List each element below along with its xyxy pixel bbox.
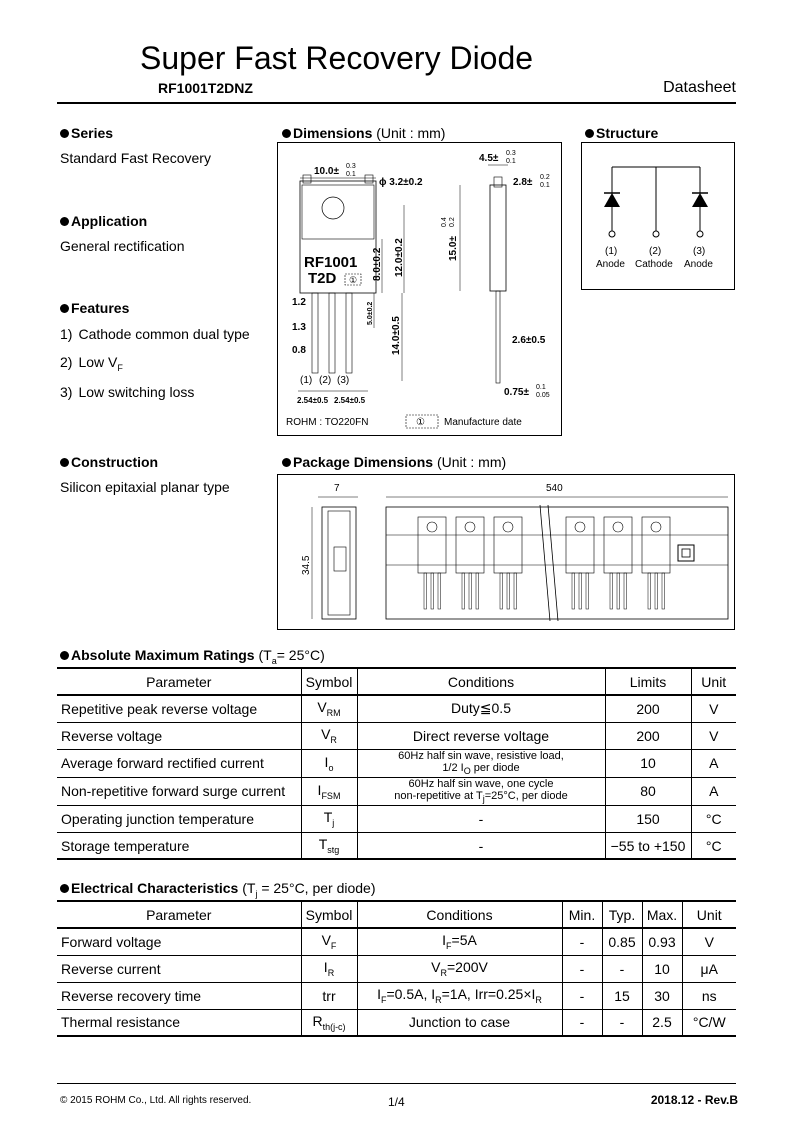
application-heading: Application [60,213,147,229]
dim-tab: 2.8± [513,177,533,188]
bullet-icon [60,217,69,226]
dim-tube-length: 540 [546,483,563,494]
table-row: Repetitive peak reverse voltage $V_{RM}$ Duty≦0.5 200 V [57,695,736,722]
dim-thick-tol-bot: 0.1 [506,158,516,165]
table-header-row: Parameter Symbol Conditions Min. Typ. Max. Unit [57,901,736,928]
packaged-diode [642,517,670,573]
feature-item: 1) Cathode common dual type [60,326,250,342]
table-row: Reverse current $I_R$ $V_R=200V$ - - 10 μA [57,955,736,982]
packaged-diode [566,517,594,573]
dim-h5: 5.0±0.2 [367,301,374,325]
dim-hole: ϕ 3.2±0.2 [379,177,423,188]
bullet-icon [585,129,594,138]
col-parameter: Parameter [57,668,301,695]
abs-max-heading: Absolute Maximum Ratings $(T_a= 25^\circ C)$ [60,647,325,666]
dim-lead-13: 1.3 [292,322,306,333]
feature-item: 3) Low switching loss [60,384,195,400]
diode-2-icon [692,193,708,207]
table-row: Thermal resistance $R_{th(j-c)}$ Junction to case - - 2.5 °C/W [57,1009,736,1036]
dim-pitch2: 2.54±0.5 [334,396,366,405]
dim-lead-12: 1.2 [292,297,306,308]
dim-width-tol-bot: 0.1 [346,171,356,178]
dim-h15-tol-top: 0.4 [441,217,448,227]
to220fn-outline-drawing [278,143,561,435]
legend-text: Manufacture date [444,417,522,428]
dim-thick-tol-top: 0.3 [506,150,516,157]
table-row: Storage temperature $T_{stg}$ - −55 to +150 °C [57,832,736,859]
page-number: 1/4 [388,1095,405,1109]
structure-heading: Structure [585,125,658,141]
revision: 2018.12 - Rev.B [650,1093,738,1107]
legend-box-symbol: ① [416,417,425,428]
series-heading: Series [60,125,113,141]
construction-heading: Construction [60,454,158,470]
dim-h14: 14.0±0.5 [391,316,402,355]
marking-line2: T2D [308,270,337,287]
table-row: Average forward rectified current $I_o$ 60Hz half sin wave, resistive load, 1/2 $I_O$ per diode 10 A [57,749,736,777]
col-limits: Limits [605,668,691,695]
struct-pin3-num: (3) [693,246,706,257]
elec-heading: Electrical Characteristics ($T_j = 25^\circ C$, per diode) [60,880,376,899]
struct-pin1-num: (1) [605,246,618,257]
bullet-icon [60,458,69,467]
pin2-label: (2) [319,375,332,386]
tube-package-drawing [278,475,734,629]
dim-tube-height: 34.5 [301,555,312,575]
dim-lead-08: 0.8 [292,345,306,356]
table-row: Operating junction temperature $T_j$ - 150 °C [57,805,736,832]
dim-tab-tol-bot: 0.1 [540,182,550,189]
bullet-icon [282,458,291,467]
pin1-label: (1) [300,375,313,386]
construction-text: Silicon epitaxial planar type [60,479,230,495]
bullet-icon [60,129,69,138]
pin3-label: (3) [337,375,350,386]
table-header-row [57,668,736,695]
bullet-icon [60,884,69,893]
page-title: Super Fast Recovery Diode [140,40,534,76]
part-number: RF1001T2DNZ [158,80,253,96]
bullet-icon [60,304,69,313]
package-name: ROHM : TO220FN [286,417,369,428]
structure-diagram [581,142,735,290]
struct-pin2-num: (2) [649,246,662,257]
dim-width: 10.0± [314,166,339,177]
dim-h15: 15.0± [448,236,459,261]
dim-tube-width: 7 [334,483,340,494]
diode-1-icon [604,193,620,207]
col-symbol: Symbol [301,668,357,695]
col-unit: Unit [691,668,736,695]
dimensions-drawing [277,142,562,436]
dim-lead-len: 2.6±0.5 [512,335,546,346]
dim-h8: 8.0±0.2 [372,247,383,281]
bullet-icon [282,129,291,138]
table-row: Forward voltage $V_F$ $I_F=5A$ - 0.85 0.93 V [57,928,736,955]
doc-type: Datasheet [663,79,736,96]
dimensions-heading: Dimensions (Unit : mm) [282,125,445,141]
elec-table [57,900,736,1037]
features-heading: Features [60,300,129,316]
feature-item: 2) Low $V_F$ [60,354,123,373]
dim-pitch1: 2.54±0.5 [297,396,329,405]
dim-lead-t: 0.75± [504,387,529,398]
packaged-diode [494,517,522,573]
dim-width-tol-top: 0.3 [346,163,356,170]
table-row: Reverse voltage $V_R$ Direct reverse voltage 200 V [57,722,736,749]
packaged-diode [456,517,484,573]
dim-tab-tol-top: 0.2 [540,174,550,181]
dim-lead-t-tol-top: 0.1 [536,384,546,391]
package-dimensions-heading: Package Dimensions (Unit : mm) [282,454,506,470]
trr-condition: $I_F=0.5A$, $I_R=1A$, $Irr=0.25\times I_R$ [357,982,562,1009]
series-text: Standard Fast Recovery [60,150,211,166]
struct-pin2-name: Cathode [635,259,673,270]
dim-h12: 12.0±0.2 [394,238,405,277]
header-rule [57,102,736,104]
abs-max-table [57,667,736,860]
diode-schematic [582,143,734,289]
struct-pin1-name: Anode [596,259,625,270]
packaged-diode [418,517,446,573]
packaged-diode [604,517,632,573]
table-row: Non-repetitive forward surge current $I_{FSM}$ 60Hz half sin wave, one cycle non-repetitive at $T_j=25^\circ C$, per diode 80 A [57,777,736,805]
marking-line1: RF1001 [304,254,358,271]
dim-thick: 4.5± [479,153,499,164]
copyright: © 2015 ROHM Co., Ltd. All rights reserved. [60,1095,252,1106]
dim-h15-tol-bot: 0.2 [449,217,456,227]
application-text: General rectification [60,238,185,254]
table-row: Reverse recovery time trr $I_F=0.5A$, $I_R=1A$, $Irr=0.25\times I_R$ - 15 30 ns [57,982,736,1009]
struct-pin3-name: Anode [684,259,713,270]
col-conditions: Conditions [357,668,605,695]
footer-rule [57,1083,736,1084]
bullet-icon [60,651,69,660]
marking-box: ① [349,275,358,285]
dim-lead-t-tol-bot: 0.05 [536,392,550,399]
package-drawing [277,474,735,630]
